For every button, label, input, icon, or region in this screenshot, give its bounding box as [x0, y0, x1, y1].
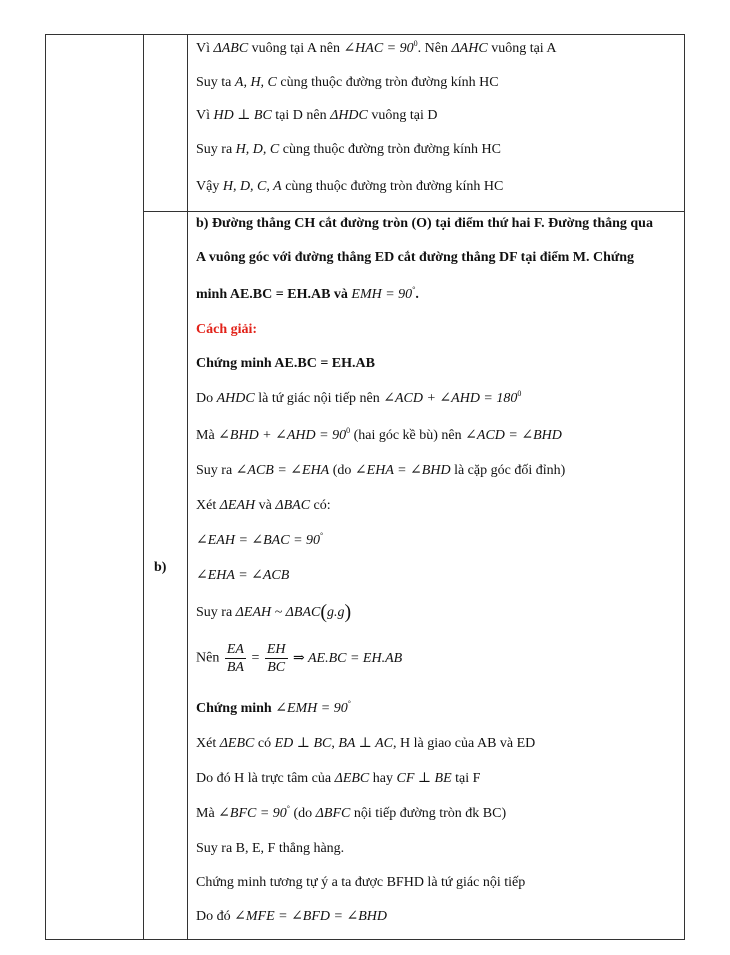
step-7: Suy ra ΔEAH ~ ΔBAC(g.g)	[196, 601, 352, 623]
fraction: $\frac{EH}{BC}$	[266, 642, 286, 675]
step-4: Xét ΔEAH và ΔBAC có:	[196, 498, 331, 513]
column-divider-1	[143, 35, 144, 939]
text-line: Suy ra H, D, C cùng thuộc đường tròn đường kính HC	[196, 142, 501, 157]
fraction: $\frac{EA}{BA}$	[226, 642, 244, 675]
step2-3: Mà ∠BFC = 90° (do ΔBFC nội tiếp đường tròn đk BC)	[196, 804, 507, 821]
step-2: Mà ∠BHD + ∠AHD = $90^0$ (hai góc kề bù) nên ∠ACD = ∠BHD	[196, 426, 562, 443]
text-line: Suy ta A, H, C cùng thuộc đường tròn đường kính HC	[196, 75, 499, 90]
step-8: Nên $\frac{EA}{BA}$ = $\frac{EH}{BC}$ ⇒ AE.BC = EH.AB	[196, 642, 403, 675]
step-6: ∠EHA = ∠ACB	[196, 568, 290, 583]
text-line: Vậy H, D, C, A cùng thuộc đường tròn đường kính HC	[196, 179, 504, 194]
column-divider-2	[187, 35, 188, 939]
step2-4: Suy ra B, E, F thẳng hàng.	[196, 841, 345, 856]
step-5: ∠EAH = ∠BAC = 90°	[196, 531, 324, 548]
step-3: Suy ra ∠ACB = ∠EHA (do ∠EHA = ∠BHD là cặp góc đối đỉnh)	[196, 463, 566, 478]
part1-heading: Chứng minh AE.BC = EH.AB	[196, 356, 375, 371]
step2-5: Chứng minh tương tự ý a ta được BFHD là tứ giác nội tiếp	[196, 875, 526, 890]
part2-heading: Chứng minh ∠EMH = 90°	[196, 699, 351, 716]
text-line: Vì HD ⊥ BC tại D nên ΔHDC vuông tại D	[196, 108, 438, 123]
section-label: b)	[154, 560, 167, 575]
problem-line-3: minh AE.BC = EH.AB và EMH = 90°.	[196, 285, 419, 302]
problem-line-1: b) Đường thẳng CH cắt đường tròn (O) tại điểm thứ hai F. Đường thẳng qua	[196, 216, 653, 231]
solution-table	[45, 34, 685, 940]
solution-heading: Cách giải:	[196, 322, 258, 337]
step-1: Do AHDC là tứ giác nội tiếp nên ∠ACD + ∠AHD = $180^0$	[196, 389, 522, 406]
row-divider	[143, 211, 684, 212]
problem-line-2: A vuông góc với đường thẳng ED cắt đường thẳng DF tại điểm M. Chứng	[196, 250, 635, 265]
step2-2: Do đó H là trực tâm của ΔEBC hay CF ⊥ BE tại F	[196, 771, 481, 786]
step2-1: Xét ΔEBC có ED ⊥ BC, BA ⊥ AC, H là giao của AB và ED	[196, 736, 536, 751]
text-line: Vì ΔABC vuông tại A nên ∠HAC = $90^0$. Nên ΔAHC vuông tại A	[196, 39, 557, 56]
step2-6: Do đó ∠MFE = ∠BFD = ∠BHD	[196, 909, 387, 924]
